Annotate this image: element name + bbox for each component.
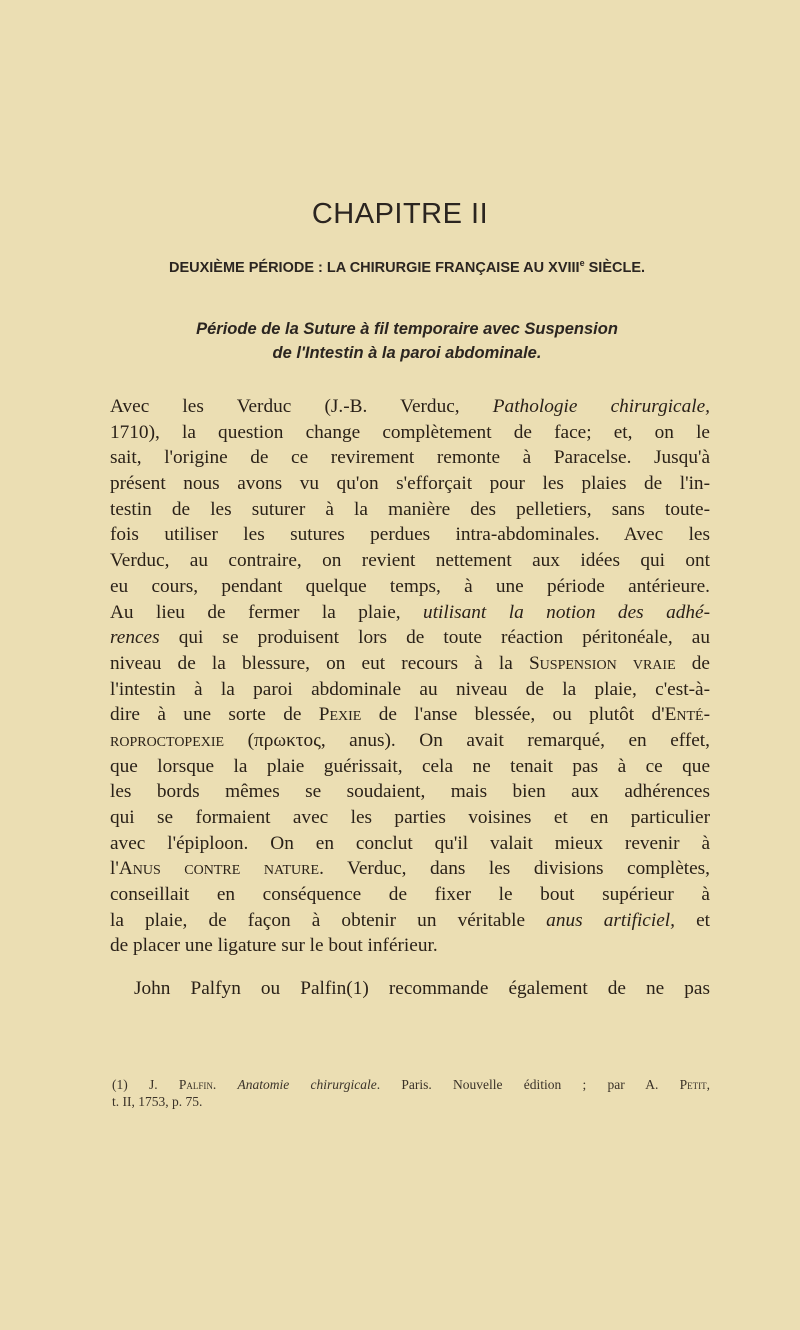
text-segment: et: [674, 909, 710, 931]
subtitle-sup: e: [579, 258, 585, 268]
text-segment: roproctopexie: [110, 729, 225, 751]
text-line: [110, 394, 710, 420]
section-heading-line-2: de l'Intestin à la paroi abdominale.: [272, 344, 542, 362]
text-line: [110, 574, 710, 600]
text-line: [110, 445, 710, 471]
text-line: [110, 728, 710, 754]
subtitle-text: DEUXIÈME PÉRIODE : LA CHIRURGIE FRANÇAISE AU XVIII: [168, 259, 580, 276]
text-line: [110, 677, 710, 703]
text-segment: que lorsque la plaie guérissait, cela ne tenait pas à ce que: [110, 755, 710, 777]
text-segment: avec l'épiploon. On en conclut qu'il valait mieux revenir à: [110, 832, 710, 854]
text-line: [110, 779, 710, 805]
text-line: [112, 1076, 710, 1093]
section-heading-line-1: Période de la Suture à fil temporaire avec Suspension: [196, 320, 618, 338]
text-segment: fois utiliser les sutures perdues intra-abdominales. Avec les: [110, 524, 710, 546]
text-line: [110, 522, 710, 548]
text-segment: eu cours, pendant quelque temps, à une période antérieure.: [110, 575, 710, 597]
text-line: [110, 754, 710, 780]
text-line: [110, 600, 710, 626]
text-line: [110, 651, 710, 677]
text-line: [110, 625, 710, 651]
text-segment: présent nous avons vu qu'on s'efforçait pour les plaies de l'in-: [110, 473, 710, 495]
footnote: [112, 1076, 710, 1110]
text-line: [110, 831, 710, 857]
text-line: [110, 908, 710, 934]
text-line: [110, 856, 710, 882]
text-segment: conseillait en conséquence de fixer le bout supérieur à: [110, 884, 710, 906]
text-segment: (πρωκτος, anus). On avait remarqué, en effet,: [224, 729, 710, 751]
text-line: [110, 933, 710, 959]
text-segment: l': [110, 858, 119, 880]
text-segment: testin de les suturer à la manière des pelletiers, sans toute-: [110, 498, 710, 520]
text-line: [110, 702, 710, 728]
text-segment: de placer une ligature sur le bout inférieur.: [110, 935, 438, 957]
text-line: [110, 471, 710, 497]
text-segment: Anatomie chirurgicale: [237, 1077, 377, 1092]
text-segment: qui se formaient avec les parties voisines et en particulier: [110, 807, 710, 828]
text-line: [110, 497, 710, 523]
text-line: [110, 805, 710, 831]
text-segment: John Palfyn ou Palfin(1) recommande également de ne pas: [134, 978, 710, 1000]
text-segment: qui se produisent lors de toute réaction péritonéale, au: [159, 627, 710, 649]
text-segment: sait, l'origine de ce revirement remonte à Paracelse. Jusqu'à: [110, 447, 710, 469]
text-line: [110, 882, 710, 908]
text-segment: t. II, 1753, p. 75.: [112, 1094, 203, 1109]
text-segment: anus artificiel,: [546, 909, 675, 931]
text-segment: rences: [110, 627, 160, 649]
body-text: [110, 394, 710, 1002]
text-segment: la plaie, de façon à obtenir un véritable: [110, 909, 547, 931]
text-segment: . Verduc, dans les divisions complètes,: [319, 858, 711, 880]
text-segment: Petit: [679, 1077, 707, 1092]
text-segment: Suspension vraie: [528, 652, 676, 674]
text-segment: l'intestin à la paroi abdominale au niveau de la plaie, c'est-à-: [110, 678, 710, 700]
text-segment: . Paris. Nouvelle édition ; par A.: [376, 1077, 680, 1092]
text-segment: dire à une sorte de: [110, 704, 319, 726]
chapter-title: CHAPITRE II: [311, 198, 489, 230]
subtitle-end: SIÈCLE.: [584, 259, 646, 276]
text-segment: Anus contre nature: [118, 858, 320, 880]
text-segment: Pexie: [318, 704, 362, 726]
text-segment: Avec les Verduc (J.-B. Verduc,: [110, 396, 493, 417]
period-subtitle: [104, 258, 710, 276]
text-line: [112, 1093, 710, 1110]
text-segment: utilisant la notion des adhé-: [423, 601, 710, 623]
text-segment: de: [675, 652, 710, 674]
text-segment: Enté-: [664, 704, 710, 726]
text-segment: Verduc, au contraire, on revient nettement aux idées qui ont: [110, 550, 710, 572]
text-segment: les bords mêmes se soudaient, mais bien aux adhérences: [110, 781, 710, 803]
text-segment: .: [212, 1077, 238, 1092]
text-segment: de l'anse blessée, ou plutôt d': [361, 704, 665, 726]
text-line: [110, 976, 710, 1002]
text-segment: (1) J.: [112, 1077, 179, 1092]
text-segment: Pathologie chirurgicale,: [492, 396, 710, 417]
text-segment: Palfin: [178, 1077, 213, 1092]
text-segment: Au lieu de fermer la plaie,: [110, 601, 424, 623]
text-line: [110, 420, 710, 446]
text-segment: 1710), la question change complètement de face; et, on le: [110, 421, 710, 443]
text-segment: ,: [706, 1077, 710, 1092]
text-line: [110, 548, 710, 574]
text-segment: niveau de la blessure, on eut recours à la: [110, 652, 529, 674]
